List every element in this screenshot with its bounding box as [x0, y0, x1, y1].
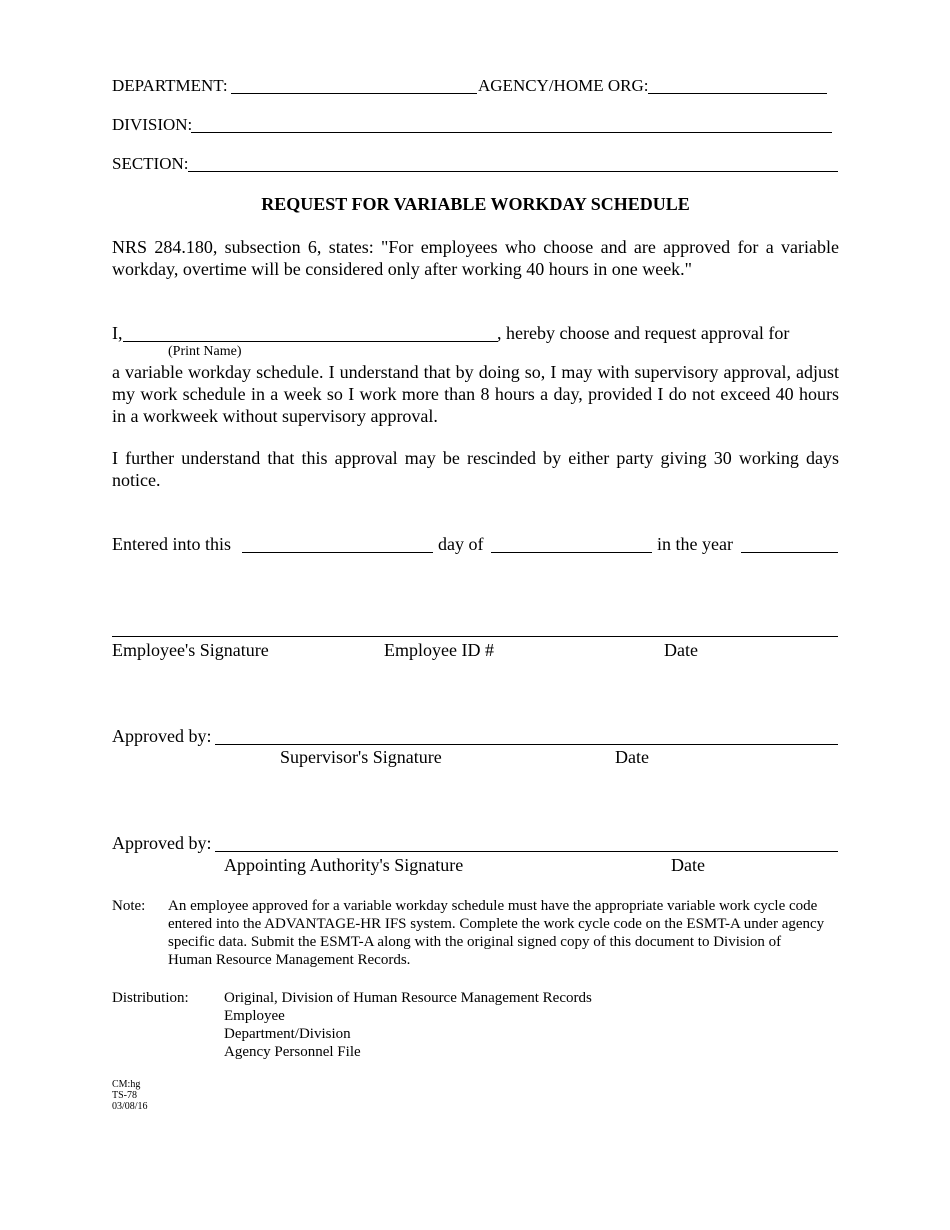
- supervisor-signature-label: Supervisor's Signature: [280, 747, 442, 767]
- footer-initials: CM:hg: [112, 1079, 141, 1090]
- request-prefix: I,: [112, 323, 123, 343]
- supervisor-date-label: Date: [615, 747, 649, 767]
- distribution-item: Department/Division: [224, 1026, 351, 1042]
- section-field[interactable]: [188, 171, 838, 172]
- employee-signature-label: Employee's Signature: [112, 640, 269, 660]
- division-label: DIVISION:: [112, 115, 193, 134]
- employee-date-label: Date: [664, 640, 698, 660]
- print-name-field[interactable]: [123, 341, 498, 342]
- division-field[interactable]: [191, 132, 832, 133]
- note-text: An employee approved for a variable workday schedule must have the appropriate variable work cycle code entered into the ADVANTAGE-HR IFS system. Complete the work cycle code on the ESMT-A under agency specific data. Submit the ESMT-A along with the original signed copy of this document to Division of Human Resource Management Records.: [168, 898, 825, 968]
- entered-day-of: day of: [438, 534, 484, 554]
- authority-signature-line[interactable]: [215, 851, 838, 852]
- distribution-label: Distribution:: [112, 990, 189, 1006]
- supervisor-signature-line[interactable]: [215, 744, 838, 745]
- distribution-item: Agency Personnel File: [224, 1044, 361, 1060]
- department-label: DEPARTMENT:: [112, 76, 228, 95]
- nrs-statement: NRS 284.180, subsection 6, states: "For employees who choose and are approved for a variable workday, overtime will be considered only after working 40 hours in one week.": [112, 237, 839, 279]
- supervisor-approved-by-label: Approved by:: [112, 726, 212, 746]
- authority-approved-by-label: Approved by:: [112, 833, 212, 853]
- footer-date: 03/08/16: [112, 1101, 148, 1112]
- agency-field[interactable]: [648, 93, 827, 94]
- distribution-item: Employee: [224, 1008, 285, 1024]
- entered-in-the-year: in the year: [657, 534, 733, 554]
- form-title: REQUEST FOR VARIABLE WORKDAY SCHEDULE: [261, 194, 690, 214]
- employee-signature-line[interactable]: [112, 636, 838, 637]
- entered-day-field[interactable]: [242, 552, 433, 553]
- footer-form-number: TS-78: [112, 1090, 137, 1101]
- employee-id-label: Employee ID #: [384, 640, 494, 660]
- authority-date-label: Date: [671, 855, 705, 875]
- authority-signature-label: Appointing Authority's Signature: [224, 855, 464, 875]
- entered-month-field[interactable]: [491, 552, 652, 553]
- request-suffix: , hereby choose and request approval for: [497, 323, 790, 343]
- distribution-item: Original, Division of Human Resource Management Records: [224, 990, 592, 1006]
- entered-prefix: Entered into this: [112, 534, 231, 554]
- section-label: SECTION:: [112, 154, 189, 173]
- agency-label: AGENCY/HOME ORG:: [478, 76, 649, 95]
- note-label: Note:: [112, 898, 146, 914]
- request-body: a variable workday schedule. I understand that by doing so, I may with supervisory approval, adjust my work schedule in a week so I work more than 8 hours a day, provided I do not exceed 40 hours in a workweek without supervisory approval.: [112, 362, 839, 426]
- rescind-statement: I further understand that this approval may be rescinded by either party giving 30 working days notice.: [112, 448, 839, 490]
- print-name-caption: (Print Name): [168, 344, 242, 359]
- entered-year-field[interactable]: [741, 552, 838, 553]
- department-field[interactable]: [231, 93, 477, 94]
